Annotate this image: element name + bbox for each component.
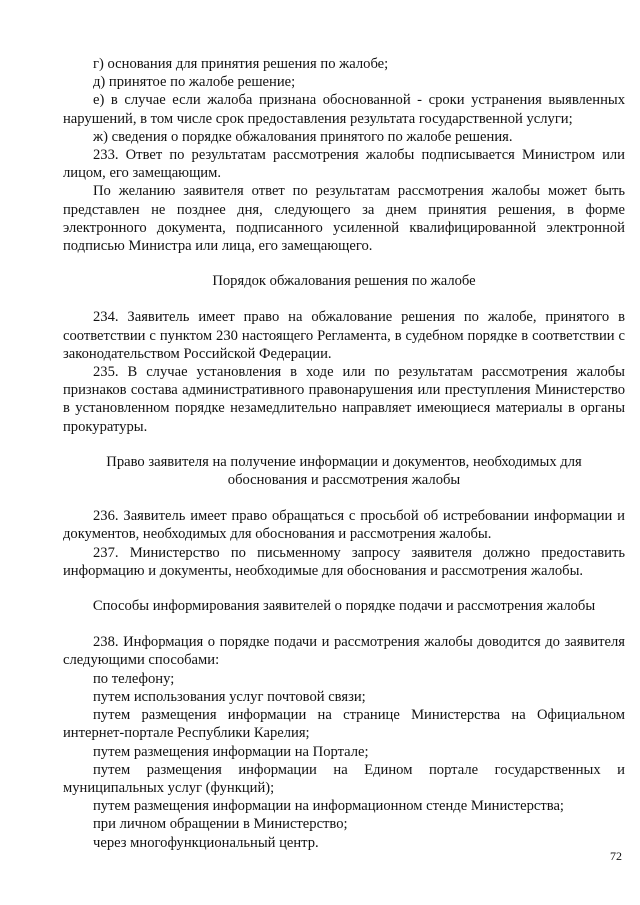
heading-informing-methods: Способы информирования заявителей о порядке подачи и рассмотрения жалобы — [92, 598, 596, 615]
list-item-g: г) основания для принятия решения по жалобе; — [93, 56, 389, 72]
method-item: путем размещения информации на Портале; — [93, 743, 369, 760]
method-item: путем размещения информации на информационном стенде Министерства; — [93, 798, 564, 815]
paragraph-233-electronic: По желанию заявителя ответ по результатам рассмотрения жалобы может быть представлен не позднее дня, следующего за днем принятия решения, в форме электронного документа, подписанного усиленной квалифицированной электронной подписью Министра или лица, его замещающего. — [63, 183, 625, 255]
list-item-zh: ж) сведения о порядке обжалования принятого по жалобе решения. — [93, 128, 513, 145]
paragraph-235: 235. В случае установления в ходе или по результатам рассмотрения жалобы признаков состава административного правонарушения или преступления Министерство в установленном порядке незамедлительно направляет имеющиеся материалы в органы прокуратуры. — [63, 364, 625, 435]
method-item: через многофункциональный центр. — [93, 834, 319, 851]
paragraph-238: 238. Информация о порядке подачи и рассмотрения жалобы доводится до заявителя следующими способами: — [63, 634, 625, 669]
heading-applicant-rights-line-2: обоснования и рассмотрения жалобы — [227, 472, 461, 489]
paragraph-233: 233. Ответ по результатам рассмотрения жалобы подписывается Министром или лицом, его замещающим. — [63, 147, 625, 182]
list-item-e: е) в случае если жалоба признана обоснованной - сроки устранения выявленных нарушений, в том числе срок предоставления результата государственной услуги; — [63, 92, 625, 127]
document-page — [63, 55, 625, 852]
method-item: путем размещения информации на Едином портале государственных и муниципальных услуг (функций); — [63, 761, 625, 796]
list-item-d: д) принятое по жалобе решение; — [93, 74, 296, 91]
method-item: по телефону; — [93, 670, 175, 687]
paragraph-237: 237. Министерство по письменному запросу заявителя должно предоставить информацию и документы, необходимые для обоснования и рассмотрения жалобы. — [63, 544, 625, 579]
method-item: путем использования услуг почтовой связи; — [93, 688, 366, 705]
method-item: путем размещения информации на странице Министерства на Официальном интернет-портале Республики Карелия; — [63, 707, 625, 742]
page-number: 72 — [610, 849, 622, 863]
heading-applicant-rights — [63, 453, 625, 489]
heading-appeal-procedure: Порядок обжалования решения по жалобе — [212, 273, 476, 290]
paragraph-234: 234. Заявитель имеет право на обжалование решения по жалобе, принятого в соответствии с пунктом 230 настоящего Регламента, в судебном порядке в соответствии с законодательством Российской Федерации. — [63, 309, 625, 362]
paragraph-236: 236. Заявитель имеет право обращаться с просьбой об истребовании информации и документов, необходимых для обоснования и рассмотрения жалобы. — [63, 508, 625, 543]
method-item: при личном обращении в Министерство; — [93, 816, 348, 833]
heading-applicant-rights-line-1: Право заявителя на получение информации и документов, необходимых для — [106, 453, 582, 470]
